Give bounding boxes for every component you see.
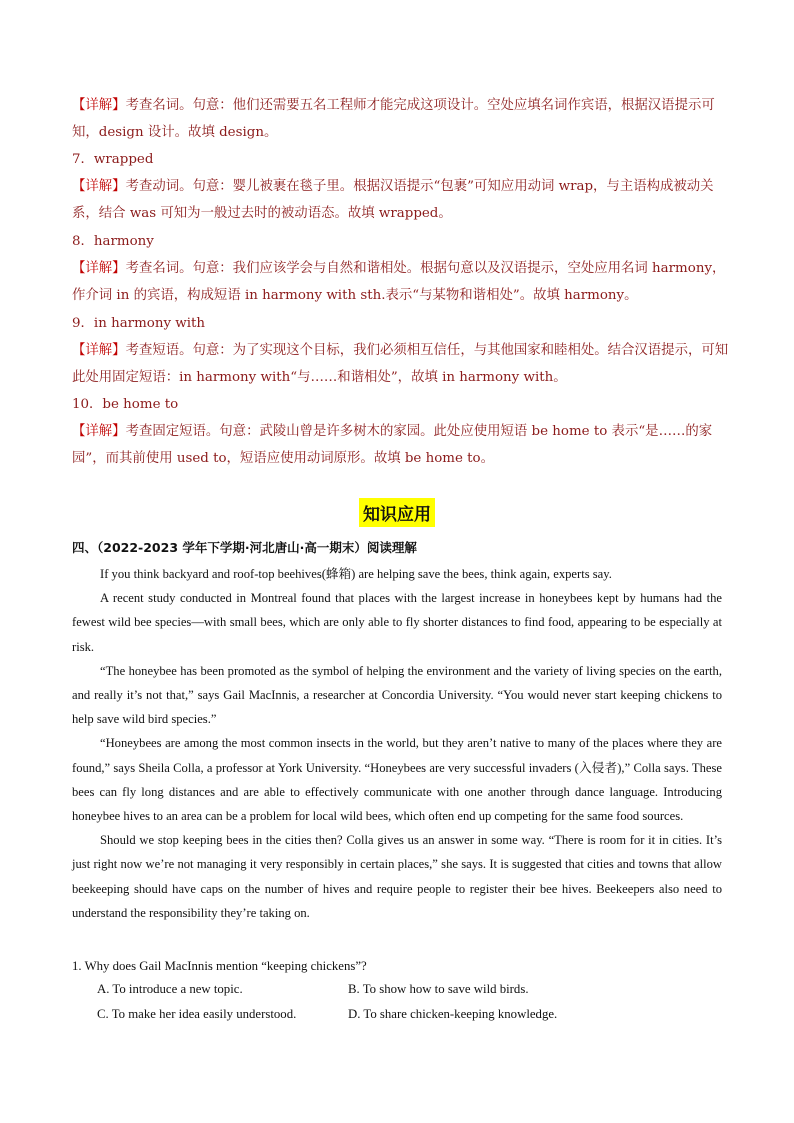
option-c: C. To make her idea easily understood. bbox=[97, 1006, 297, 1021]
detail-tag: 【详解】 bbox=[72, 179, 126, 194]
answer-explanation-9 bbox=[72, 337, 732, 391]
passage-paragraph: “The honeybee has been promoted as the symbol of helping the environment and the variety of living species on the earth, and really it’s not that,” says Gail MacInnis, a researcher at Concordia University. “You would never start keeping chickens to help save wild bird species.” bbox=[72, 663, 722, 727]
passage-paragraph: If you think backyard and roof-top beehives(蜂箱) are helping save the bees, think again, experts say. bbox=[100, 567, 612, 581]
answer-number-8: 8．harmony bbox=[72, 234, 154, 249]
passage-paragraph: Should we stop keeping bees in the cities then? Colla gives us an answer in some way. “There is room for it in cities. It’s just right now we’re not managing it very responsibly in certain places,” she says. It is suggested that cities and towns that allow beekeeping should have caps on the number of hives and require people to register their bee hives. Beekeepers also need to understand the responsibility they’re taking on. bbox=[72, 833, 722, 920]
explanation-text: 考查名词。句意：他们还需要五名工程师才能完成这项设计。空处应填名词作宾语，根据汉语提示可知，design 设计。故填 design。 bbox=[72, 98, 715, 140]
option-d: D. To share chicken-keeping knowledge. bbox=[348, 1006, 558, 1021]
detail-tag: 【详解】 bbox=[72, 343, 126, 358]
reading-passage bbox=[72, 562, 722, 925]
answer-number-10: 10．be home to bbox=[72, 397, 179, 412]
detail-tag: 【详解】 bbox=[72, 261, 126, 276]
detail-tag: 【详解】 bbox=[72, 424, 126, 439]
answer-explanation-6 bbox=[72, 92, 732, 146]
question-1: 1. Why does Gail MacInnis mention “keeping chickens”? bbox=[72, 959, 367, 973]
passage-paragraph: A recent study conducted in Montreal found that places with the largest increase in honeybees kept by humans had the fewest wild bee species—with small bees, which are only able to fly shorter distances to find food, appearing to be especially at risk. bbox=[72, 591, 722, 654]
explanation-text: 考查固定短语。句意：武陵山曾是许多树木的家园。此处应使用短语 be home to 表示“是……的家园”，而其前使用 used to，短语应使用动词原形。故填 be home to。 bbox=[72, 424, 713, 466]
option-b: B. To show how to save wild birds. bbox=[348, 982, 529, 996]
passage-paragraph: “Honeybees are among the most common insects in the world, but they aren’t native to many of the places where they are found,” says Sheila Colla, a professor at York University. “Honeybees are very successful invaders (入侵者),” Colla says. These bees can fly long distances and are able to effectively communicate with one another through dance language. Introducing honeybee hives to an area can be a problem for local wild bees, which often end up competing for the same food sources. bbox=[72, 736, 722, 824]
explanation-text: 考查动词。句意：婴儿被裹在毯子里。根据汉语提示“包裹”可知应用动词 wrap，与主语构成被动关系，结合 was 可知为一般过去时的被动语态。故填 wrapped。 bbox=[72, 179, 714, 221]
answer-number-9: 9．in harmony with bbox=[72, 316, 206, 331]
explanation-text: 考查名词。句意：我们应该学会与自然和谐相处。根据句意以及汉语提示，空处应用名词 harmony，作介词 in 的宾语，构成短语 in harmony with sth.表示“与某物和谐相处”。故填 harmony。 bbox=[72, 261, 726, 303]
answer-explanation-7 bbox=[72, 173, 732, 227]
section-heading: 知识应用 bbox=[359, 498, 435, 527]
option-a: A. To introduce a new topic. bbox=[97, 982, 243, 996]
detail-tag: 【详解】 bbox=[72, 98, 126, 113]
heading-container bbox=[0, 498, 794, 527]
answer-explanation-10 bbox=[72, 418, 732, 472]
answer-options bbox=[97, 977, 599, 1026]
explanation-text: 考查短语。句意：为了实现这个目标，我们必须相互信任，与其他国家和睦相处。结合汉语提示，可知此处用固定短语：in harmony with“与……和谐相处”，故填 in harmony with。 bbox=[72, 343, 729, 385]
answer-number-7: 7．wrapped bbox=[72, 152, 154, 167]
answer-explanation-8 bbox=[72, 255, 732, 309]
section-title: 四、（2022-2023 学年下学期·河北唐山·高一期末）阅读理解 bbox=[72, 540, 417, 555]
